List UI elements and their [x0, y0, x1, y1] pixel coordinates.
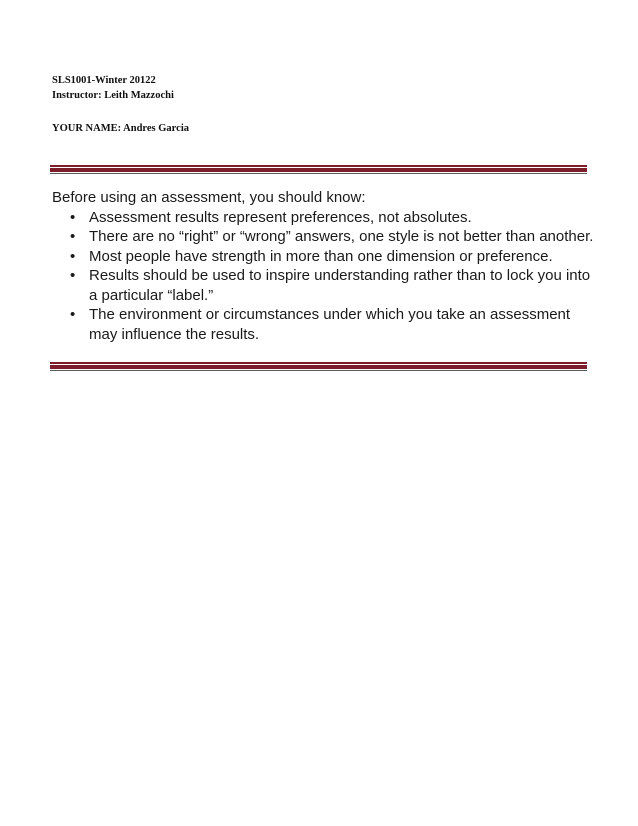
- bottom-divider: [50, 362, 587, 372]
- list-item: [52, 247, 597, 267]
- list-item-text: Results should be used to inspire understanding rather than to lock you into a particular “label.”: [89, 267, 591, 304]
- instructor-line: Instructor: Leith Mazzochi: [52, 90, 174, 101]
- divider-line: [50, 365, 587, 369]
- document-header: [52, 73, 174, 103]
- bullet-icon: •: [70, 306, 76, 323]
- intro-text: Before using an assessment, you should know:: [52, 189, 366, 206]
- course-title: SLS1001-Winter 20122: [52, 75, 156, 86]
- list-item-text: Most people have strength in more than one dimension or preference.: [89, 247, 553, 265]
- divider-line: [50, 173, 587, 174]
- divider-line: [50, 165, 587, 167]
- bullet-icon: •: [70, 228, 76, 245]
- list-item-text: The environment or circumstances under which you take an assessment may influence the results.: [89, 306, 571, 343]
- bullet-icon: •: [70, 247, 76, 265]
- list-item: [52, 208, 597, 228]
- top-divider: [50, 165, 587, 175]
- bullet-icon: •: [70, 208, 76, 226]
- bullet-icon: •: [70, 267, 76, 284]
- list-item-text: Assessment results represent preferences, not absolutes.: [89, 208, 472, 226]
- bullet-list: [52, 208, 597, 345]
- list-item: [52, 305, 597, 344]
- divider-line: [50, 168, 587, 172]
- list-item: [52, 227, 597, 247]
- student-name-line: YOUR NAME: Andres Garcia: [52, 123, 189, 134]
- divider-line: [50, 362, 587, 364]
- assessment-notes: [52, 188, 597, 344]
- list-item-text: There are no “right” or “wrong” answers, one style is not better than another.: [89, 228, 594, 245]
- divider-line: [50, 370, 587, 371]
- list-item: [52, 266, 597, 305]
